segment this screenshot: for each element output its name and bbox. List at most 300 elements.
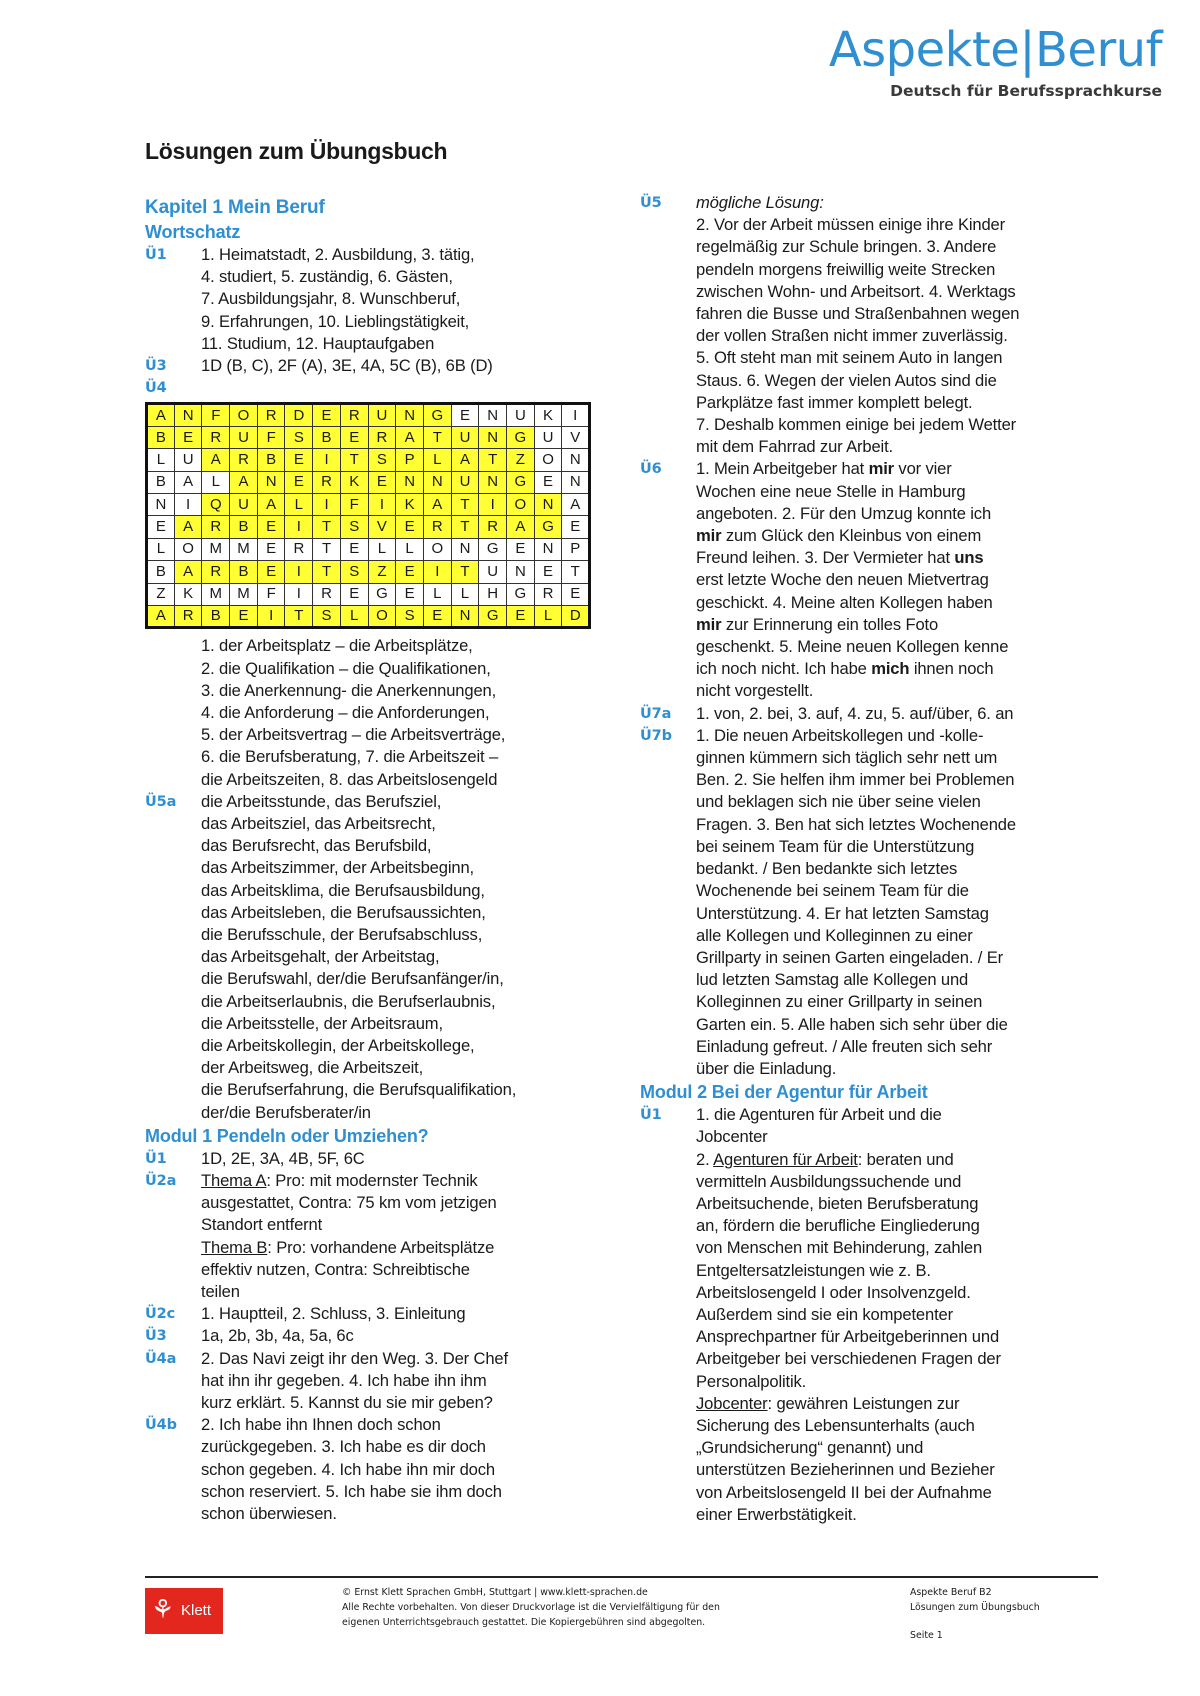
grid-cell: I [174,493,202,515]
grid-cell: F [202,404,230,426]
text-line: 1. Die neuen Arbeitskollegen und -kolle- [696,725,984,745]
text-line: 1. der Arbeitsplatz – die Arbeitsplätze, [201,636,473,656]
grid-cell: R [479,516,507,538]
text-line: die Arbeitserlaubnis, die Berufserlaubnis, [201,991,496,1011]
exercise-body: 1D, 2E, 3A, 4B, 5F, 6C [201,1148,365,1168]
text-line: die Arbeitszeiten, 8. das Arbeitslosengeld [201,769,498,789]
text-line: das Arbeitsgehalt, der Arbeitstag, [201,947,440,967]
grid-cell: R [340,404,368,426]
exercise-number: Ü1 [145,247,167,263]
grid-cell: A [396,426,424,448]
grid-cell: G [506,471,534,493]
grid-cell: I [562,404,590,426]
grid-cell: N [174,404,202,426]
text-line: zwischen Wohn- und Arbeitsort. 4. Werktags [696,281,1016,301]
exercise-body [201,791,595,1124]
exercise-number: Ü2c [145,1306,176,1323]
grid-cell: S [313,605,341,627]
text-line: schon gegeben. 4. Ich habe ihn mir doch [201,1459,495,1479]
exercise-u5 [640,192,1080,458]
grid-cell: Q [202,493,230,515]
grid-cell: V [562,426,590,448]
grid-cell: E [562,583,590,605]
text-line: ich noch nicht. Ich habe mich ihnen noch [696,659,994,679]
grid-cell: U [479,561,507,583]
grid-cell: B [230,516,258,538]
grid-cell: G [479,538,507,560]
text-line: Personalpolitik. [696,1371,807,1391]
brand-header [828,22,1162,100]
grid-cell: A [174,561,202,583]
grid-cell: L [340,605,368,627]
grid-cell: K [340,471,368,493]
text-line: Parkplätze fast immer komplett belegt. [696,392,973,412]
grid-cell: T [340,449,368,471]
grid-cell: E [313,404,341,426]
exercise-u7b [640,725,1080,1080]
grid-cell: R [230,449,258,471]
grid-cell: U [506,404,534,426]
text-line: mir zur Erinnerung ein tolles Foto [696,614,939,634]
grid-cell: P [396,449,424,471]
text-line: mir zum Glück den Kleinbus von einem [696,526,982,546]
grid-cell: L [368,538,396,560]
grid-cell: A [174,516,202,538]
text-line: 1. Mein Arbeitgeber hat mir vor vier [696,459,952,479]
section-heading-modul1: Modul 1 Pendeln oder Umziehen? [145,1125,429,1146]
page-title: Lösungen zum Übungsbuch [145,138,448,164]
grid-cell: R [174,605,202,627]
grid-cell: E [451,404,479,426]
text-line: lud letzten Samstag alle Kollegen und [696,970,969,990]
thema-b-label: Thema B [201,1237,268,1257]
grid-cell: L [202,471,230,493]
grid-cell: M [230,538,258,560]
brand-logo-text: Aspekte|Beruf [828,22,1162,78]
exercise-u5a [145,791,595,1124]
text-line: der/die Berufsberater/in [201,1102,371,1122]
exercise-number: Ü4a [145,1350,177,1367]
text-line: der vollen Straßen nicht immer zuverlässig. [696,326,1008,346]
text-line: schon überwiesen. [201,1504,337,1524]
text-line: bedankt. / Ben bedankte sich letztes [696,859,958,879]
grid-cell: E [396,583,424,605]
grid-cell: R [285,538,313,560]
footer-divider [145,1576,1098,1578]
exercise-body [201,244,595,355]
grid-cell: F [257,583,285,605]
grid-cell: U [534,426,562,448]
grid-cell: N [396,471,424,493]
grid-cell: R [202,516,230,538]
text-line: 7. Deshalb kommen einige bei jedem Wetter [696,415,1017,435]
grid-cell: E [534,471,562,493]
grid-cell: A [451,449,479,471]
text-line: 3. die Anerkennung- die Anerkennungen, [201,680,497,700]
exercise-u1 [145,244,595,355]
grid-cell: O [368,605,396,627]
text-line: 1. Heimatstadt, 2. Ausbildung, 3. tätig, [201,245,475,264]
text-line: Wochenende bei seinem Team für die [696,881,969,901]
text-line: teilen [201,1282,240,1302]
section-heading-modul2: Modul 2 Bei der Agentur für Arbeit [640,1082,928,1103]
text-line: an, fördern die berufliche Eingliederung [696,1216,980,1236]
exercise-number: Ü5 [640,195,662,211]
grid-cell: N [562,449,590,471]
grid-cell: N [534,493,562,515]
exercise-m1-u2c [145,1303,595,1325]
grid-cell: E [562,516,590,538]
grid-cell: L [147,538,175,560]
grid-cell: U [230,493,258,515]
exercise-m1-u1 [145,1148,595,1170]
text-line: ginnen kümmern sich täglich sehr nett um [696,748,998,768]
exercise-number: Ü5a [145,793,177,810]
exercise-body [201,1414,595,1525]
text-line: schon reserviert. 5. Ich habe sie ihm doch [201,1481,502,1501]
grid-cell: E [506,605,534,627]
exercise-m1-u3 [145,1325,595,1347]
grid-cell: U [174,449,202,471]
text-line: unterstützen Bezieherinnen und Bezieher [696,1460,995,1480]
text-line: zurückgegeben. 3. Ich habe es dir doch [201,1437,486,1457]
text-line: „Grundsicherung“ genannt) und [696,1438,924,1458]
text-line: 2. Ich habe ihn Ihnen doch schon [201,1415,441,1435]
grid-cell: M [230,583,258,605]
word-search-grid [145,402,591,629]
text-line: mögliche Lösung: [696,193,824,212]
grid-cell: I [285,516,313,538]
grid-cell: R [313,471,341,493]
text-line: Grillparty in seinen Garten eingeladen. / Er [696,947,1004,967]
grid-cell: L [423,449,451,471]
text-line: das Arbeitsleben, die Berufsaussichten, [201,902,486,922]
grid-cell: N [423,471,451,493]
grid-cell: N [451,605,479,627]
grid-cell: G [368,583,396,605]
exercise-body [201,1348,595,1415]
grid-cell: T [285,605,313,627]
grid-cell: A [147,605,175,627]
exercise-number: Ü4 [145,380,167,397]
grid-row [147,426,590,448]
text-line: eigenen Unterrichtsgebrauch gestattet. Die Kopiergebühren sind abgegolten. [342,1617,706,1628]
exercise-u7a [640,703,1080,725]
grid-cell: T [451,493,479,515]
grid-cell: Z [368,561,396,583]
exercise-body [696,458,1080,702]
text-line: Freund leihen. 3. Der Vermieter hat uns [696,548,984,568]
grid-cell: V [368,516,396,538]
grid-cell: I [285,583,313,605]
grid-cell: R [202,561,230,583]
exercise-m1-u4b [145,1414,595,1525]
text-line: effektiv nutzen, Contra: Schreibtische [201,1259,470,1279]
exercise-body [696,1104,1080,1526]
footer-copyright [342,1585,720,1630]
text-line: Arbeitsuchende, bieten Berufsberatung [696,1193,979,1213]
text-line: die Arbeitskollegin, der Arbeitskollege, [201,1035,475,1055]
text-line: Einladung gefreut. / Alle freuten sich sehr [696,1036,993,1056]
right-column [640,192,1080,1526]
text-line: kurz erklärt. 5. Kannst du sie mir geben? [201,1393,493,1413]
grid-cell: T [423,426,451,448]
agentur-label: Agenturen für Arbeit [713,1149,858,1169]
grid-cell: E [340,583,368,605]
grid-cell: T [479,449,507,471]
grid-cell: M [202,583,230,605]
exercise-body [201,1170,595,1303]
grid-cell: L [285,493,313,515]
text-line: 2. Agenturen für Arbeit: beraten und [696,1149,954,1169]
grid-cell: G [534,516,562,538]
text-line: alle Kollegen und Kolleginnen zu einer [696,925,973,945]
grid-cell: I [479,493,507,515]
grid-row [147,449,590,471]
grid-cell: L [396,538,424,560]
grid-cell: B [147,561,175,583]
grid-cell: N [257,471,285,493]
grid-cell: B [313,426,341,448]
exercise-number: Ü7a [640,705,672,722]
exercise-body: 1. Hauptteil, 2. Schluss, 3. Einleitung [201,1304,466,1324]
grid-cell: I [313,493,341,515]
grid-cell: O [423,538,451,560]
grid-cell: P [562,538,590,560]
grid-cell: E [285,471,313,493]
exercise-u4-answers [145,635,595,790]
grid-cell: A [202,449,230,471]
grid-cell: S [368,449,396,471]
text-line: 2. die Qualifikation – die Qualifikationen, [201,658,491,678]
text-line: von Menschen mit Behinderung, zahlen [696,1238,983,1258]
exercise-u4 [145,377,595,399]
grid-cell: N [562,471,590,493]
grid-cell: U [368,404,396,426]
exercise-body: 1D (B, C), 2F (A), 3E, 4A, 5C (B), 6B (D) [201,356,493,376]
grid-cell: K [396,493,424,515]
text-line: Wochen eine neue Stelle in Hamburg [696,481,966,501]
exercise-body [201,635,595,790]
grid-row [147,605,590,627]
grid-cell: N [506,561,534,583]
text-line: die Berufsschule, der Berufsabschluss, [201,924,483,944]
exercise-number: Ü2a [145,1173,177,1189]
grid-cell: E [534,561,562,583]
grid-cell: T [562,561,590,583]
exercise-number: Ü1 [640,1107,662,1124]
grid-cell: E [396,516,424,538]
grid-cell: A [230,471,258,493]
grid-row [147,516,590,538]
text-line: Thema A: Pro: mit modernster Technik [201,1171,478,1190]
text-line: nicht vorgestellt. [696,681,814,701]
grid-cell: L [147,449,175,471]
grid-cell: E [506,538,534,560]
exercise-number: Ü1 [145,1150,167,1167]
grid-cell: I [313,449,341,471]
exercise-number: Ü7b [640,727,672,744]
jobcenter-label: Jobcenter [696,1393,768,1413]
text-line: 9. Erfahrungen, 10. Lieblingstätigkeit, [201,311,470,331]
grid-cell: A [174,471,202,493]
brand-subtitle: Deutsch für Berufssprachkurse [890,82,1162,100]
text-line: und beklagen sich nie über seine vielen [696,792,981,812]
text-line: Alle Rechte vorbehalten. Von dieser Druckvorlage ist die Vervielfältigung für den [342,1602,720,1613]
grid-cell: I [257,605,285,627]
exercise-m1-u2a [145,1170,595,1303]
grid-cell: M [202,538,230,560]
grid-row [147,493,590,515]
text-line: Lösungen zum Übungsbuch [910,1602,1040,1613]
text-line: fahren die Busse und Straßenbahnen wegen [696,304,1020,324]
text-line: einer Erwerbstätigkeit. [696,1504,857,1524]
grid-cell: L [451,583,479,605]
grid-cell: H [479,583,507,605]
text-line: 2. Das Navi zeigt ihr den Weg. 3. Der Chef [201,1348,508,1368]
grid-cell: B [257,449,285,471]
grid-cell: A [562,493,590,515]
klett-logo-text: Klett [181,1602,212,1619]
grid-cell: E [174,426,202,448]
exercise-m2-u1 [640,1104,1080,1526]
grid-cell: E [257,538,285,560]
text-line: Garten ein. 5. Alle haben sich sehr über die [696,1014,1008,1034]
text-line: Staus. 6. Wegen der vielen Autos sind die [696,370,997,390]
exercise-m1-u4a [145,1348,595,1415]
grid-cell: E [340,426,368,448]
grid-cell: E [340,538,368,560]
grid-cell: L [423,583,451,605]
text-line: 2. Vor der Arbeit müssen einige ihre Kinder [696,215,1006,235]
text-line: Entgeltersatzleistungen wie z. B. [696,1260,931,1280]
grid-cell: Z [506,449,534,471]
grid-cell: E [147,516,175,538]
grid-cell: G [506,426,534,448]
exercise-number: Ü4b [145,1417,177,1434]
grid-cell: F [340,493,368,515]
text-line: Ben. 2. Sie helfen ihm immer bei Problemen [696,770,1015,790]
grid-row [147,561,590,583]
grid-cell: I [423,561,451,583]
grid-cell: E [230,605,258,627]
text-line: 11. Studium, 12. Hauptaufgaben [201,333,435,353]
text-line: Standort entfernt [201,1215,323,1235]
grid-cell: N [479,426,507,448]
page-number: Seite 1 [910,1630,943,1641]
exercise-body [696,192,1080,458]
grid-cell: A [423,493,451,515]
grid-cell: R [368,426,396,448]
text-line: die Arbeitsstelle, der Arbeitsraum, [201,1013,443,1033]
text-line: die Berufswahl, der/die Berufsanfänger/in, [201,969,504,989]
grid-cell: A [257,493,285,515]
text-line: Arbeitslosengeld I oder Insolvenzgeld. [696,1282,971,1302]
thema-a-label: Thema A [201,1171,267,1190]
text-line: der Arbeitsweg, die Arbeitszeit, [201,1058,424,1078]
grid-cell: O [174,538,202,560]
left-column [145,196,595,1525]
text-line: erst letzte Woche den neuen Mietvertrag [696,570,989,590]
grid-cell: S [340,516,368,538]
grid-cell: T [451,561,479,583]
grid-row [147,583,590,605]
grid-cell: E [368,471,396,493]
text-line: Arbeitgeber bei verschiedenen Fragen der [696,1349,1001,1369]
grid-cell: N [147,493,175,515]
text-line: 5. Oft steht man mit seinem Auto in langen [696,348,1003,368]
grid-cell: O [230,404,258,426]
grid-cell: K [174,583,202,605]
text-line: Jobcenter [696,1127,768,1147]
text-line: Sicherung des Lebensunterhalts (auch [696,1415,975,1435]
grid-row [147,404,590,426]
grid-cell: B [230,561,258,583]
grid-cell: U [230,426,258,448]
text-line: © Ernst Klett Sprachen GmbH, Stuttgart | www.klett-sprachen.de [342,1587,648,1598]
exercise-u6 [640,458,1080,702]
grid-cell: E [423,605,451,627]
text-line: geschickt. 4. Meine alten Kollegen haben [696,592,993,612]
grid-cell: R [423,516,451,538]
grid-cell: D [285,404,313,426]
grid-cell: E [257,561,285,583]
grid-cell: T [313,538,341,560]
grid-cell: N [451,538,479,560]
grid-cell: B [147,471,175,493]
exercise-number: Ü3 [145,1328,167,1345]
grid-cell: T [451,516,479,538]
grid-cell: R [257,404,285,426]
grid-cell: L [534,605,562,627]
exercise-number: Ü3 [145,358,167,375]
text-line: 4. die Anforderung – die Anforderungen, [201,702,490,722]
grid-cell: G [479,605,507,627]
grid-cell: S [285,426,313,448]
text-line: das Arbeitsziel, das Arbeitsrecht, [201,813,436,833]
grid-cell: I [285,561,313,583]
text-line: Thema B: Pro: vorhandene Arbeitsplätze [201,1237,495,1257]
text-line: hat ihn ihr gegeben. 4. Ich habe ihn ihm [201,1370,487,1390]
grid-cell: K [534,404,562,426]
grid-row [147,471,590,493]
grid-cell: D [562,605,590,627]
grid-cell: F [257,426,285,448]
grid-cell: S [396,605,424,627]
text-line: 1. die Agenturen für Arbeit und die [696,1105,942,1125]
text-line: über die Einladung. [696,1058,837,1078]
grid-cell: R [313,583,341,605]
grid-cell: E [257,516,285,538]
exercise-body: 1. von, 2. bei, 3. auf, 4. zu, 5. auf/über, 6. an [696,703,1014,723]
grid-cell: A [147,404,175,426]
text-line: bei seinem Team für die Unterstützung [696,836,975,856]
grid-cell: N [396,404,424,426]
grid-cell: S [340,561,368,583]
text-line: die Arbeitsstunde, das Berufsziel, [201,791,442,811]
exercise-body: 1a, 2b, 3b, 4a, 5a, 6c [201,1326,354,1346]
text-line: Jobcenter: gewähren Leistungen zur [696,1393,960,1413]
section-heading-wortschatz: Wortschatz [145,222,241,242]
klett-logo [145,1588,223,1634]
exercise-number: Ü6 [640,461,662,478]
text-line: 4. studiert, 5. zuständig, 6. Gästen, [201,267,453,287]
grid-row [147,538,590,560]
text-line: mit dem Fahrrad zur Arbeit. [696,437,893,457]
grid-cell: G [423,404,451,426]
text-line: 7. Ausbildungsjahr, 8. Wunschberuf, [201,289,461,309]
text-line: ausgestattet, Contra: 75 km vom jetzigen [201,1193,497,1213]
